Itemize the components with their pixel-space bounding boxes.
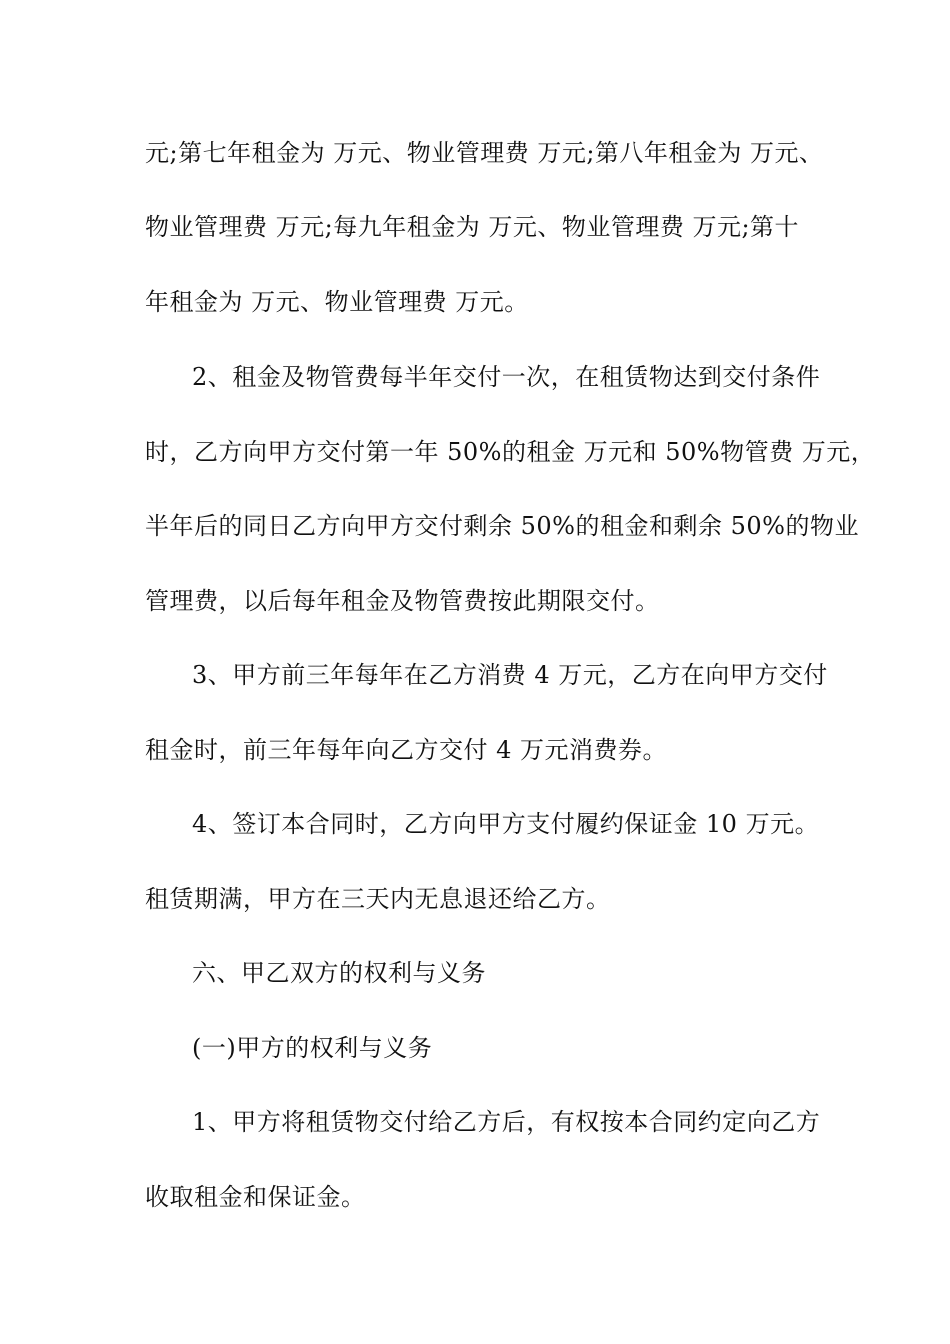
text-line: 物业管理费 万元;每九年租金为 万元、物业管理费 万元;第十 [145,213,800,241]
clause-1-line: 1、甲方将租赁物交付给乙方后，有权按本合同约定向乙方 [192,1108,821,1136]
text-line: 管理费，以后每年租金及物管费按此期限交付。 [145,587,660,615]
text-line: 元;第七年租金为 万元、物业管理费 万元;第八年租金为 万元、 [145,139,824,167]
text-line: 年租金为 万元、物业管理费 万元。 [145,288,529,316]
paragraph-3-line: 3、甲方前三年每年在乙方消费 4 万元，乙方在向甲方交付 [192,661,828,689]
section-heading: 六、甲乙双方的权利与义务 [192,959,486,987]
paragraph-4-line: 4、签订本合同时，乙方向甲方支付履约保证金 10 万元。 [192,810,820,838]
text-line: 租赁期满，甲方在三天内无息退还给乙方。 [145,885,611,913]
text-line: 租金时，前三年每年向乙方交付 4 万元消费券。 [145,736,668,764]
text-line: 半年后的同日乙方向甲方交付剩余 50%的租金和剩余 50%的物业 [145,512,859,540]
paragraph-2-line: 2、租金及物管费每半年交付一次，在租赁物达到交付条件 [192,363,821,391]
text-line: 时，乙方向甲方交付第一年 50%的租金 万元和 50%物管费 万元， [145,438,876,466]
text-line: 收取租金和保证金。 [145,1183,366,1211]
subsection-heading: (一)甲方的权利与义务 [192,1034,433,1062]
